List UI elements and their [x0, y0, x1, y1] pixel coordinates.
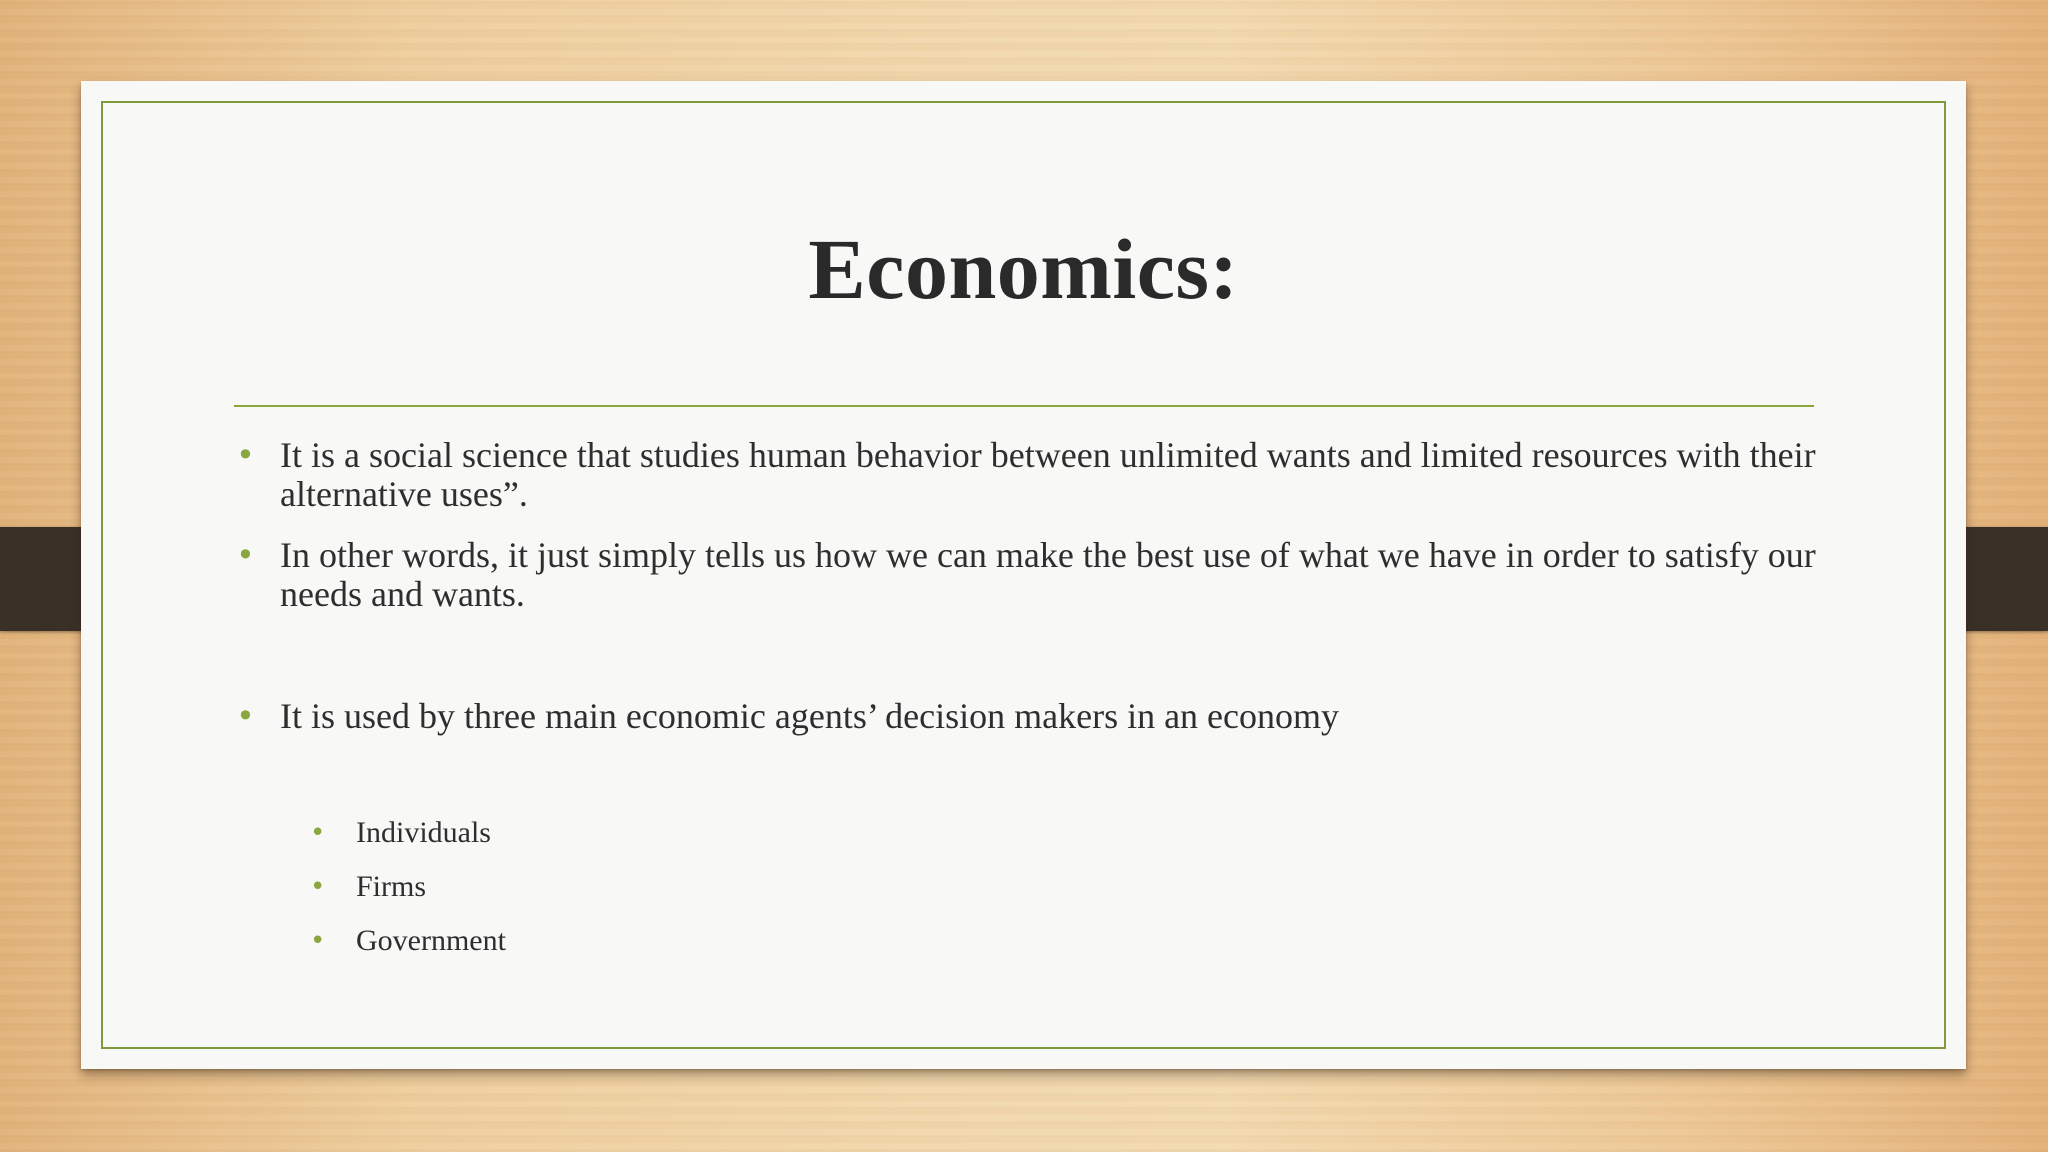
bullet-dot-icon: • [236, 436, 255, 474]
bullet-item [234, 436, 1834, 514]
sub-bullet-item [310, 870, 426, 904]
bullet-item [234, 697, 1834, 736]
slide-title: Economics: [808, 221, 1239, 317]
title-divider [234, 405, 1814, 407]
bullet-dot-icon: • [236, 536, 255, 574]
bullet-dot-icon: • [310, 818, 326, 848]
slide [81, 81, 1966, 1069]
bullet-item [234, 536, 1834, 614]
sub-bullet-text: Individuals [356, 816, 491, 849]
sub-bullet-text: Government [356, 924, 506, 957]
bullet-text: In other words, it just simply tells us how we can make the best use of what we have in order to satisfy our needs and wants. [280, 535, 1816, 614]
bullet-dot-icon: • [236, 697, 255, 735]
sub-bullet-item [310, 816, 491, 850]
bullet-dot-icon: • [310, 926, 326, 956]
bullet-dot-icon: • [310, 872, 326, 902]
sub-bullet-item [310, 924, 506, 958]
bullet-text: It is a social science that studies human behavior between unlimited wants and limited resources with their alternative uses”. [280, 435, 1816, 514]
sub-bullet-text: Firms [356, 870, 427, 903]
bullet-text: It is used by three main economic agents’ decision makers in an economy [280, 696, 1340, 736]
